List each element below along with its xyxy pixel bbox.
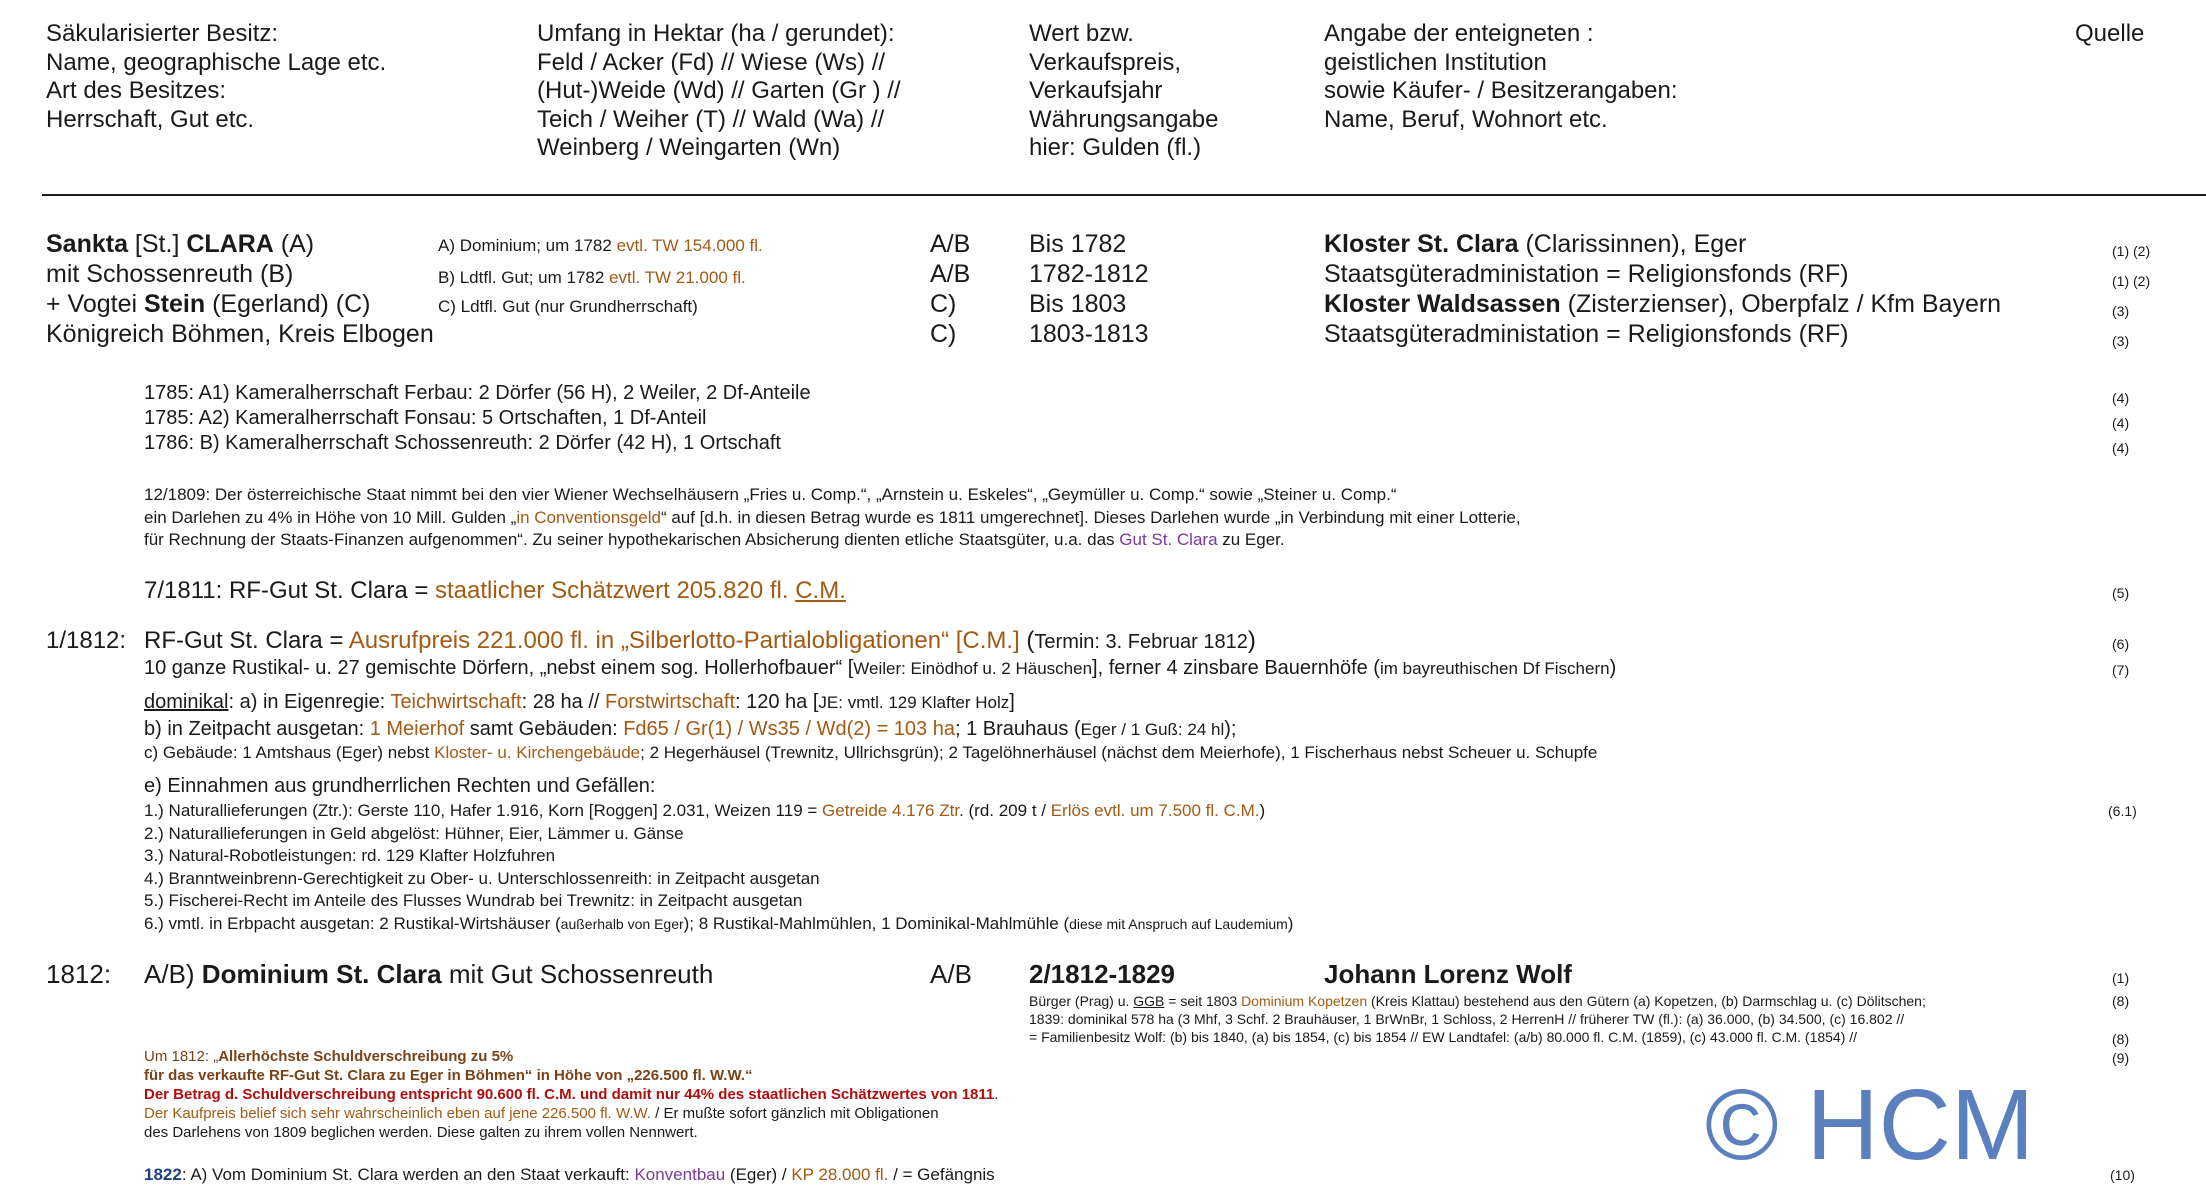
sale-1812-title [144, 626, 1256, 657]
text-span: KP 28.000 fl. [791, 1165, 889, 1184]
text-span: mit Gut Schossenreuth [441, 959, 714, 989]
header-col-value [1029, 20, 1218, 163]
source-ref: (6.1) [2108, 803, 2137, 819]
entry-name-line: mit Schossenreuth (B) [46, 260, 294, 288]
loan-line: 12/1809: Der österreichische Staat nimmt bei den vier Wiener Wechselhäusern „Fries u. Comp.“, „Arnstein u. Eskeles“, „Geymüller u. Comp.“ sowie „Steiner u. Comp.“ [144, 485, 1397, 504]
debt-note [144, 1047, 998, 1142]
sale-1812-villages [144, 656, 1616, 681]
text-span: Kloster Waldsassen [1324, 290, 1561, 318]
value-cell: Bis 1803 [1029, 290, 1127, 318]
header-line: Wert bzw. [1029, 20, 1134, 47]
sale-1812-dominikal [144, 690, 1015, 715]
text-span: : 120 ha [ [735, 691, 819, 713]
code-cell: A/B [930, 230, 971, 258]
text-span: Erlös evtl. um 7.500 fl. C.M. [1050, 801, 1260, 820]
text-span: Fd65 / Gr(1) / Ws35 / Wd(2) = 103 ha [623, 718, 955, 740]
text-span: : a) in Eigenregie: [228, 691, 391, 713]
text-span: B) Ldtfl. Gut; um 1782 [438, 268, 610, 287]
text-span: in Conventionsgeld [516, 507, 661, 527]
dominium-code: A/B [930, 959, 972, 989]
income-line: 3.) Natural-Robotleistungen: rd. 129 Klafter Holzfuhren [144, 846, 556, 865]
value-cell: 1803-1813 [1029, 320, 1149, 348]
text-span: Um 1812: „ [144, 1048, 219, 1065]
source-ref: (4) [2112, 440, 2130, 456]
text-span: ( [1019, 627, 1035, 654]
header-line: Teich / Weiher (T) // Wald (Wa) // [537, 105, 885, 133]
text-span: Dominium Kopetzen [1241, 993, 1368, 1009]
entry-area-line: C) Ldtfl. Gut (nur Grundherrschaft) [438, 297, 698, 316]
text-span: Kloster- u. Kirchengebäude [434, 743, 641, 762]
entry-name-part: (Egerland) (C) [205, 290, 371, 318]
text-span: (Zisterzienser), Oberpfalz / Kfm Bayern [1560, 290, 2002, 318]
header-line: Verkaufspreis, [1029, 48, 1182, 76]
dominium-owner: Johann Lorenz Wolf [1324, 959, 1572, 989]
entry-name-part: (A) [273, 230, 315, 258]
source-ref: (4) [2112, 390, 2130, 406]
header-col-institution [1324, 20, 1678, 134]
dominium-year: 1812: [46, 959, 112, 989]
text-span: Konventbau [634, 1165, 726, 1184]
header-line: Herrschaft, Gut etc. [46, 105, 255, 133]
text-span: Gut St. Clara [1119, 530, 1218, 549]
text-span: außerhalb von Eger [560, 915, 684, 932]
debt-line: des Darlehens von 1809 beglichen werden. Diese galten zu ihrem vollen Nennwert. [144, 1124, 698, 1141]
text-span: ein Darlehen zu 4% in Höhe von 10 Mill. Gulden „ [144, 507, 517, 527]
text-span: staatlicher Schätzwert 205.820 fl. [435, 577, 796, 604]
entry-name-part: Sankta [46, 230, 128, 258]
text-span: c) Gebäude: 1 Amtshaus (Eger) nebst [144, 743, 435, 762]
text-span: Dominium St. Clara [201, 959, 442, 989]
source-ref: (1) [2112, 970, 2130, 986]
income-line: 5.) Fischerei-Recht im Anteile des Flusses Wundrab bei Trewnitz: in Zeitpacht ausgetan [144, 891, 803, 910]
value-cell: Bis 1782 [1029, 230, 1127, 258]
text-span: ; 1 Brauhaus ( [954, 718, 1081, 740]
text-span: ; 2 Hegerhäusel (Trewnitz, Ullrichsgrün); 2 Tagelöhnerhäusel (nächst dem Meierhofe), 1 Fischerhaus nebst Scheuer u. Schupfe [640, 743, 1598, 762]
kameral-line: 1786: B) Kameralherrschaft Schossenreuth: 2 Dörfer (42 H), 1 Ortschaft [144, 432, 781, 454]
loan-paragraph [144, 484, 1521, 552]
text-span: (Clarissinnen), Eger [1518, 230, 1747, 258]
text-span: = seit 1803 [1164, 993, 1242, 1009]
sale-1812-buildings [144, 742, 1597, 765]
text-span: ) [1259, 801, 1266, 820]
text-span: A/B) [144, 959, 202, 989]
source-ref: (6) [2112, 636, 2130, 652]
text-span: ) [1247, 627, 1256, 654]
text-span: . [994, 1086, 999, 1103]
income-line: 4.) Branntweinbrenn-Gerechtigkeit zu Ober- u. Unterschlossenreith: in Zeitpacht ausgetan [144, 868, 820, 888]
text-span: ] [1009, 691, 1015, 713]
kameral-list [144, 381, 811, 456]
income-list [144, 800, 1293, 935]
header-line: Feld / Acker (Fd) // Wiese (Ws) // [537, 48, 886, 76]
sale-1822 [144, 1164, 995, 1187]
header-line: Name, geographische Lage etc. [46, 48, 387, 76]
estimate-1811 [144, 576, 846, 606]
source-ref: (10) [2110, 1167, 2135, 1183]
source-ref: (9) [2112, 1050, 2130, 1066]
text-span: C.M. [795, 577, 846, 604]
text-span: 1 Meierhof [369, 718, 465, 740]
text-span: : 28 ha // [521, 691, 605, 713]
entry-name-part: [St.] [127, 230, 187, 258]
kameral-refs [2112, 386, 2129, 461]
text-span: 1822 [144, 1165, 182, 1184]
text-span: ) [1287, 913, 1294, 933]
text-span: (Eger) / [725, 1165, 792, 1184]
text-span: Eger / 1 Guß: 24 hl [1080, 720, 1225, 739]
header-line: geistlichen Institution [1324, 48, 1547, 76]
source-ref: (1) (2) [2112, 273, 2151, 289]
header-col-source: Quelle [2075, 20, 2145, 47]
text-span: ); 8 Rustikal-Mahlmühlen, 1 Dominikal-Mahlmühle ( [683, 913, 1070, 933]
text-span: GGB [1133, 993, 1165, 1009]
dominium-line: = Familienbesitz Wolf: (b) bis 1840, (a) bis 1854, (c) bis 1854 // EW Landtafel: (a/b) 80.000 fl. C.M. (1859), (c) 43.000 fl. C.M. (1854) // [1029, 1029, 1858, 1045]
sale-1812-date: 1/1812: [46, 627, 127, 654]
source-ref: (1) (2) [2112, 243, 2151, 259]
debt-line: für das verkaufte RF-Gut St. Clara zu Eger in Böhmen“ in Höhe von „226.500 fl. W.W.“ [144, 1067, 753, 1084]
institution-line: Staatsgüteradministation = Religionsfonds (RF) [1324, 320, 1849, 348]
header-line: Währungsangabe [1029, 105, 1219, 133]
source-ref: (4) [2112, 415, 2130, 431]
text-span: (Kreis Klattau) bestehend aus den Gütern (a) Kopetzen, (b) Darmschlag u. (c) Dölitschen; [1367, 993, 1926, 1009]
text-span: evtl. TW 154.000 fl. [616, 236, 763, 255]
entry-name-part: Stein [144, 290, 206, 318]
header-line: hier: Gulden (fl.) [1029, 134, 1202, 161]
header-line: Angabe der enteigneten : [1324, 20, 1594, 47]
header-line: (Hut-)Weide (Wd) // Garten (Gr ) // [537, 77, 901, 104]
source-ref: (8) [2112, 1031, 2130, 1047]
text-span: im bayreuthischen Df Fischern [1379, 659, 1610, 678]
text-span: / = Gefängnis [888, 1165, 995, 1184]
entry-name [46, 229, 434, 349]
text-span: für Rechnung der Staats-Finanzen aufgenommen“. Zu seiner hypothekarischen Absicherung dienten etliche Staatsgüter, u.a. das [144, 530, 1120, 549]
entry-name-part: CLARA [186, 230, 274, 258]
entry-name-line: Königreich Böhmen, Kreis Elbogen [46, 320, 434, 348]
header-col-area [537, 20, 901, 163]
text-span: b) in Zeitpacht ausgetan: [144, 718, 370, 740]
code-cell: C) [930, 290, 957, 318]
value-cell: 1782-1812 [1029, 260, 1149, 288]
text-span: ], ferner 4 zinsbare Bauernhöfe ( [1092, 657, 1380, 679]
header-col-property [46, 20, 386, 134]
entry-institutions [1324, 229, 2001, 349]
text-span: Der Betrag d. Schuldverschreibung entspricht 90.600 fl. C.M. und damit nur 44% des staatlichen Schätzwertes von 1811 [144, 1086, 995, 1103]
header-line: Umfang in Hektar (ha / gerundet): [537, 20, 895, 47]
code-cell: C) [930, 320, 957, 348]
text-span: Teichwirtschaft [390, 691, 522, 713]
text-span: diese mit Anspruch auf Laudemium [1069, 915, 1288, 932]
text-span: Termin: 3. Februar 1812 [1034, 631, 1248, 653]
text-span: A) Dominium; um 1782 [438, 236, 617, 255]
entry-values [1029, 229, 1149, 349]
text-span: dominikal [144, 691, 229, 713]
header-line: Verkaufsjahr [1029, 77, 1163, 104]
kameral-line: 1785: A2) Kameralherrschaft Fonsau: 5 Ortschaften, 1 Df-Anteil [144, 407, 707, 429]
text-span: Der Kaufpreis belief sich sehr wahrscheinlich eben auf jene 226.500 fl. W.W. [144, 1105, 651, 1122]
text-span: . (rd. 209 t / [959, 801, 1051, 820]
source-ref: (7) [2112, 662, 2130, 678]
text-span: Forstwirtschaft [604, 691, 736, 713]
sale-1812-lease [144, 717, 1236, 742]
text-span: ) [1609, 657, 1617, 679]
source-ref: (8) [2112, 993, 2130, 1009]
text-span: / Er mußte sofort gänzlich mit Obligationen [650, 1105, 939, 1122]
text-span: Ausrufpreis 221.000 fl. in „Silberlotto-Partialobligationen“ [C.M.] [348, 627, 1020, 654]
kameral-line: 1785: A1) Kameralherrschaft Ferbau: 2 Dörfer (56 H), 2 Weiler, 2 Df-Anteile [144, 382, 811, 404]
text-span: 6.) vmtl. in Erbpacht ausgetan: 2 Rustikal-Wirtshäuser ( [144, 913, 561, 933]
header-line: Säkularisierter Besitz: [46, 20, 279, 47]
header-line: Art des Besitzes: [46, 77, 227, 104]
text-span: 7/1811: RF-Gut St. Clara = [144, 577, 436, 604]
source-ref: (5) [2112, 585, 2130, 601]
text-span: JE: vmtl. 129 Klafter Holz [818, 693, 1010, 712]
institution-line: Staatsgüteradministation = Religionsfonds (RF) [1324, 260, 1849, 288]
text-span: Kloster St. Clara [1324, 230, 1519, 258]
header-line: Weinberg / Weingarten (Wn) [537, 134, 841, 161]
text-span: Weiler: Einödhof u. 2 Häuschen [853, 659, 1093, 678]
entry-refs [2112, 236, 2150, 356]
income-title: e) Einnahmen aus grundherrlichen Rechten und Gefällen: [144, 775, 656, 797]
entry-area-line [438, 267, 746, 290]
text-span: Getreide 4.176 Ztr [822, 801, 960, 820]
text-span: evtl. TW 21.000 fl. [609, 268, 746, 287]
text-span: RF-Gut St. Clara = [144, 627, 349, 654]
text-span: 1.) Naturallieferungen (Ztr.): Gerste 110, Hafer 1.916, Korn [Roggen] 2.031, Weizen 119 = [144, 801, 823, 820]
dominium-period: 2/1812-1829 [1029, 959, 1176, 989]
dominium-line: 1839: dominikal 578 ha (3 Mhf, 3 Schf. 2 Brauhäuser, 1 BrWnBr, 1 Schloss, 2 HerrenH // früherer TW (fl.): (a) 36.000, (b) 34.500, (c) 16.802 // [1029, 1011, 1905, 1027]
text-span: : A) Vom Dominium St. Clara werden an den Staat verkauft: [181, 1165, 635, 1184]
dominium-details [1029, 992, 1926, 1046]
text-span: ); [1224, 718, 1237, 740]
source-ref: (3) [2112, 333, 2130, 349]
entry-codes [930, 229, 970, 349]
text-span: samt Gebäuden: [464, 718, 624, 740]
dominium-title [144, 959, 713, 989]
header-line: Name, Beruf, Wohnort etc. [1324, 105, 1608, 133]
header-line: sowie Käufer- / Besitzerangaben: [1324, 77, 1678, 104]
text-span: 10 ganze Rustikal- u. 27 gemischte Dörfern, „nebst einem sog. Hollerhofbauer“ [ [144, 657, 854, 679]
header-divider [42, 194, 2206, 196]
source-ref: (3) [2112, 303, 2130, 319]
entry-name-part: + Vogtei [46, 290, 144, 318]
income-line: 2.) Naturallieferungen in Geld abgelöst: Hühner, Eier, Lämmer u. Gänse [144, 823, 684, 843]
copyright-watermark: © HCM [1705, 1069, 2035, 1181]
text-span: Bürger (Prag) u. [1029, 993, 1134, 1009]
text-span: Allerhöchste Schuldverschreibung zu 5% [218, 1048, 514, 1065]
text-span: zu Eger. [1217, 530, 1285, 549]
entry-area-line [438, 235, 763, 258]
code-cell: A/B [930, 260, 971, 288]
text-span: “ auf [d.h. in diesen Betrag wurde es 1811 umgerechnet]. Dieses Darlehen wurde „in Verbindung mit einer Lotterie, [660, 507, 1521, 527]
